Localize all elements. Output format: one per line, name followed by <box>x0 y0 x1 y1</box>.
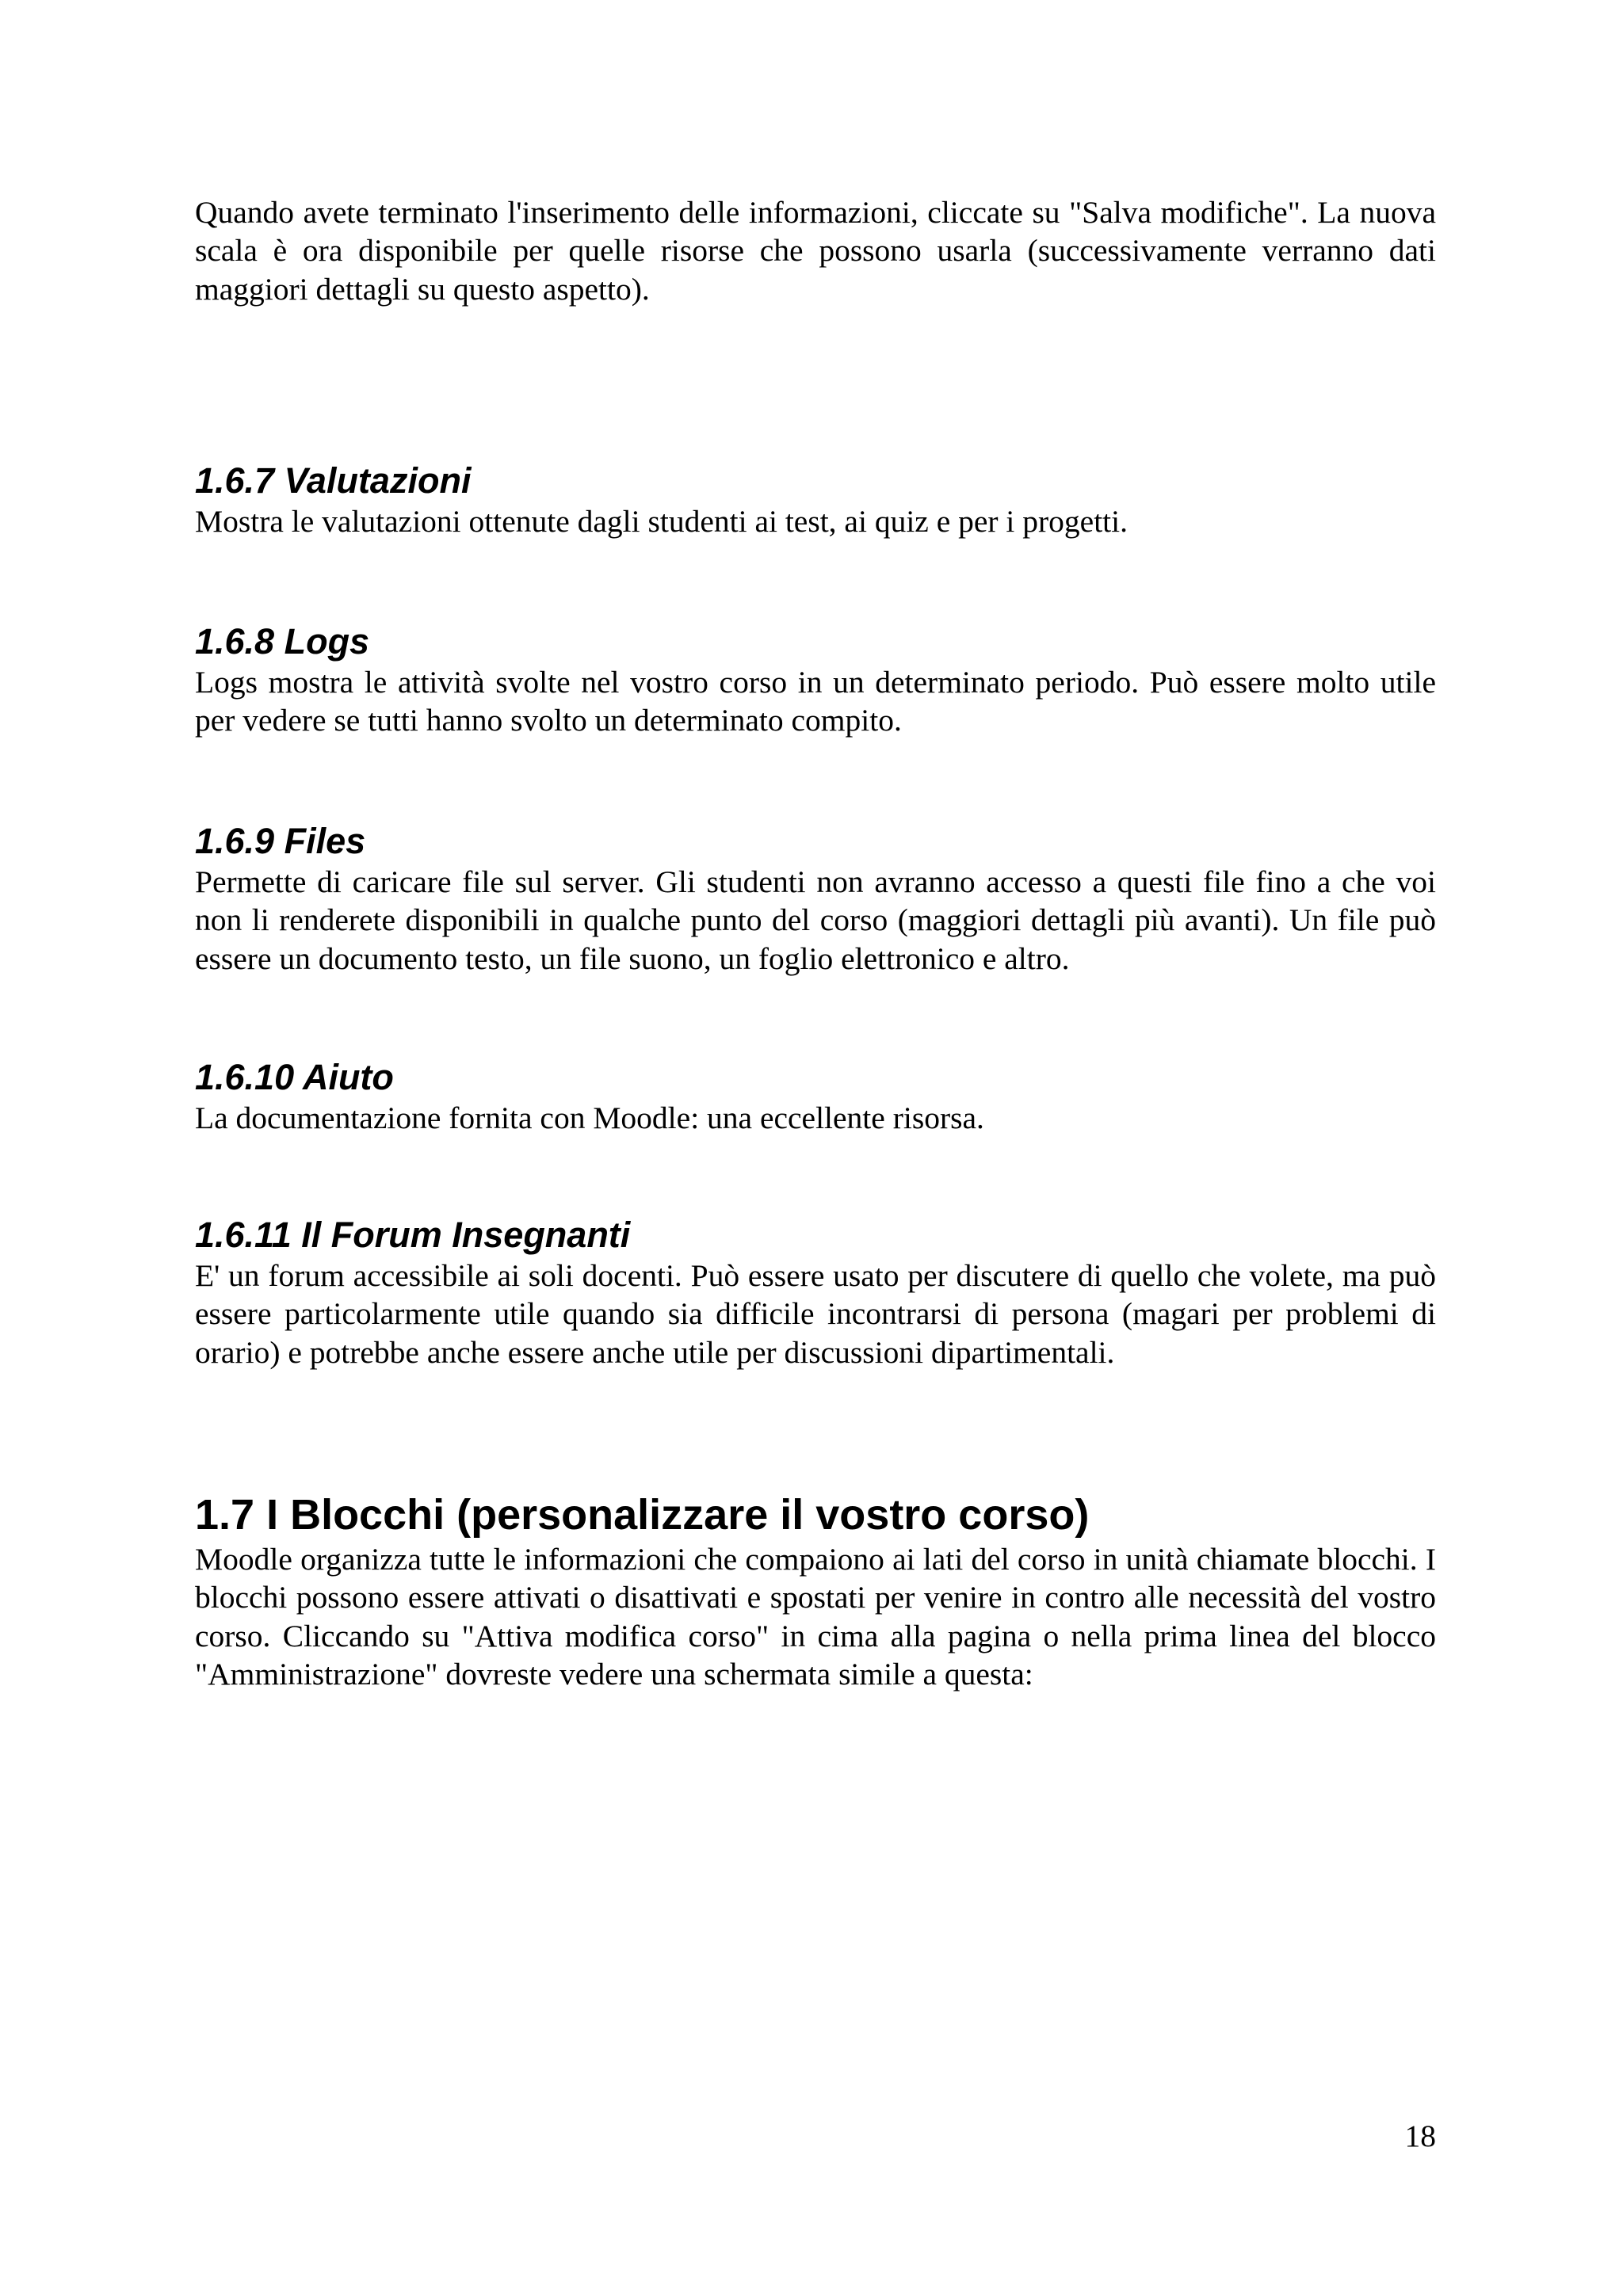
section-forum-insegnanti <box>195 1214 1436 1371</box>
section-paragraph: Logs mostra le attività svolte nel vostro corso in un determinato periodo. Può essere molto utile per vedere se tutti hanno svolto un determinato compito. <box>195 665 1436 738</box>
section-heading: 1.6.10 Aiuto <box>195 1057 394 1097</box>
section-heading: 1.6.8 Logs <box>195 621 370 662</box>
section-heading: 1.6.11 Il Forum Insegnanti <box>195 1215 631 1255</box>
section-logs <box>195 620 1436 740</box>
section-valutazioni <box>195 460 1436 540</box>
section-blocchi <box>195 1489 1436 1694</box>
intro-paragraph-block <box>195 193 1436 308</box>
section-paragraph: Mostra le valutazioni ottenute dagli studenti ai test, ai quiz e per i progetti. <box>195 504 1128 539</box>
section-aiuto <box>195 1056 1436 1137</box>
section-heading: 1.6.9 Files <box>195 821 366 861</box>
section-paragraph: E' un forum accessibile ai soli docenti. Può essere usato per discutere di quello che volete, ma può essere particolarmente utile quando sia difficile incontrarsi di persona (magari per problemi di orario) e potrebbe anche essere anche utile per discussioni dipartimentali. <box>195 1258 1436 1370</box>
main-section-heading: 1.7 I Blocchi (personalizzare il vostro corso) <box>195 1491 1090 1539</box>
section-files <box>195 820 1436 978</box>
section-paragraph: La documentazione fornita con Moodle: una eccellente risorsa. <box>195 1100 984 1135</box>
intro-paragraph: Quando avete terminato l'inserimento delle informazioni, cliccate su "Salva modifiche". La nuova scala è ora disponibile per quelle risorse che possono usarla (successivamente verranno dati maggiori dettagli su questo aspetto). <box>195 195 1436 307</box>
section-heading: 1.6.7 Valutazioni <box>195 460 472 501</box>
main-section-paragraph: Moodle organizza tutte le informazioni che compaiono ai lati del corso in unità chiamate blocchi. I blocchi possono essere attivati o disattivati e spostati per venire in contro alle necessità del vostro corso. Cliccando su "Attiva modifica corso" in cima alla pagina o nella prima linea del blocco "Amministrazione" dovreste vedere una schermata simile a questa: <box>195 1542 1436 1692</box>
section-paragraph: Permette di caricare file sul server. Gli studenti non avranno accesso a questi file fino a che voi non li renderete disponibili in qualche punto del corso (maggiori dettagli più avanti). Un file può essere un documento testo, un file suono, un foglio elettronico e altro. <box>195 864 1436 976</box>
page-number: 18 <box>1404 2119 1436 2153</box>
